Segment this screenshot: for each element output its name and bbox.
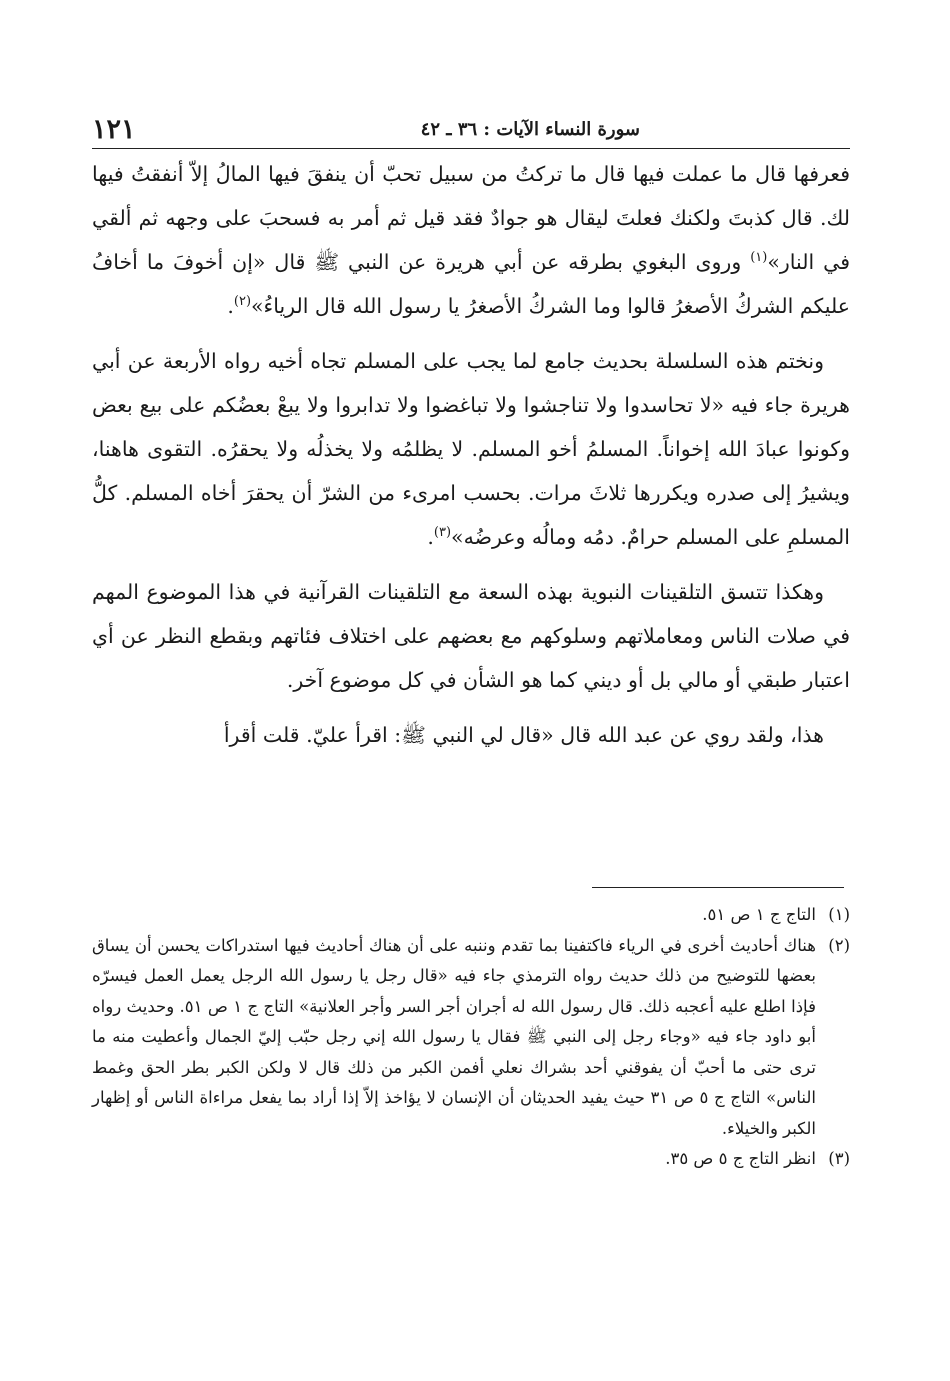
- footnotes: [92, 900, 850, 1175]
- page-header: [92, 112, 850, 146]
- paragraph-3: وهكذا تتسق التلقينات النبوية بهذه السعة مع التلقينات القرآنية في هذا الموضوع المهم في صلات الناس ومعاملاتهم وسلوكهم مع بعضهم على اختلاف فئاتهم وبقطع النظر عن أي اعتبار طبقي أو مالي بل أو ديني كما هو الشأن في كل موضوع آخر.: [92, 580, 850, 692]
- footnote-text: التاج ج ١ ص ٥١.: [702, 905, 816, 924]
- footnote-rule: [592, 887, 844, 888]
- running-title: سورة النساء الآيات : ٣٦ ـ ٤٢: [420, 118, 640, 140]
- footnote-text: انظر التاج ج ٥ ص ٣٥.: [665, 1149, 816, 1168]
- paragraph-1: [92, 152, 850, 328]
- paragraph-1-end: .: [227, 294, 234, 318]
- paragraph-4: هذا، ولقد روي عن عبد الله قال «قال لي النبي ﷺ: اقرأ عليّ. قلت أقرأ: [223, 723, 824, 747]
- footnote-2: [92, 931, 850, 1145]
- paragraph-2: [92, 339, 850, 559]
- footnote-text: هناك أحاديث أخرى في الرياء فاكتفينا بما تقدم وننبه على أن هناك أحاديث فيها استدراكات يحسن أن يساق بعضها للتوضيح من ذلك حديث رواه الترمذي جاء فيه «قال رجل يا رسول الله الرجل يعمل العمل فيسرّه فإذا اطلع عليه أعجبه ذلك. قال رسول الله له أجران أجر السر وأجر العلانية» التاج ج ١ ص ٥١. وحديث رواه أبو داود جاء فيه «وجاء رجل إلى النبي ﷺ فقال يا رسول الله إني رجل حبّب إليّ الجمال وأعطيت منه ما ترى حتى ما أحبّ أن يفوقني أحد بشراك نعلي أفمن الكبر من ذلك قال لا ولكن الكبر بطر الحق وغمط الناس» التاج ج ٥ ص ٣١ حيث يفيد الحديثان أن الإنسان لا يؤاخذ إلاّ إذا أراد بما يفعل مراءاة الناس أو إظهار الكبر والخيلاء.: [92, 935, 816, 1138]
- footnote-1: [92, 900, 850, 931]
- page-number: ١٢١: [92, 113, 136, 145]
- footnote-ref-2: (٢): [233, 294, 252, 310]
- footnote-ref-3: (٣): [433, 525, 452, 541]
- footnote-number: (٣): [828, 1149, 850, 1168]
- paragraph-2-text: ونختم هذه السلسلة بحديث جامع لما يجب على المسلم تجاه أخيه رواه الأربعة عن أبي هريرة جاء فيه «لا تحاسدوا ولا تناجشوا ولا تباغضوا ولا تدابروا ولا يبعْ بعضُكم على بيع بعض وكونوا عبادَ الله إخواناً. المسلمُ أخو المسلم. لا يظلمُه ولا يخذلُه ولا يحقرُه. التقوى هاهنا، ويشيرُ إلى صدره ويكررها ثلاثَ مرات. بحسب امرىء من الشرّ أن يحقرَ أخاه المسلم. كلُّ المسلمِ على المسلم حرامٌ. دمُه ومالُه وعرضُه»: [92, 349, 850, 549]
- paragraph-1-continued: وروى البغوي بطرقه عن أبي هريرة عن النبي ﷺ قال «إن أخوفَ ما أخافُ عليكم الشركُ الأصغرُ قالوا وما الشركُ الأصغرُ يا رسول الله قال الرياءُ»: [92, 250, 850, 318]
- main-text: [92, 152, 850, 768]
- paragraph-1-text: فعرفها قال ما عملت فيها قال ما تركتُ من سبيل تحبّ أن ينفقَ فيها المالُ إلاّ أنفقتُ فيها لك. قال كذبتَ ولكنك فعلتَ ليقال هو جوادٌ فقد قيل ثم أمر به فسحبَ على وجهه ثم ألقي في النار»: [92, 162, 850, 274]
- footnote-number: (١): [828, 905, 850, 924]
- footnote-ref-1: (١): [750, 250, 768, 266]
- footnote-3: [92, 1144, 850, 1175]
- paragraph-2-end: .: [427, 525, 434, 549]
- footnote-number: (٢): [828, 935, 850, 955]
- header-rule: [92, 148, 850, 149]
